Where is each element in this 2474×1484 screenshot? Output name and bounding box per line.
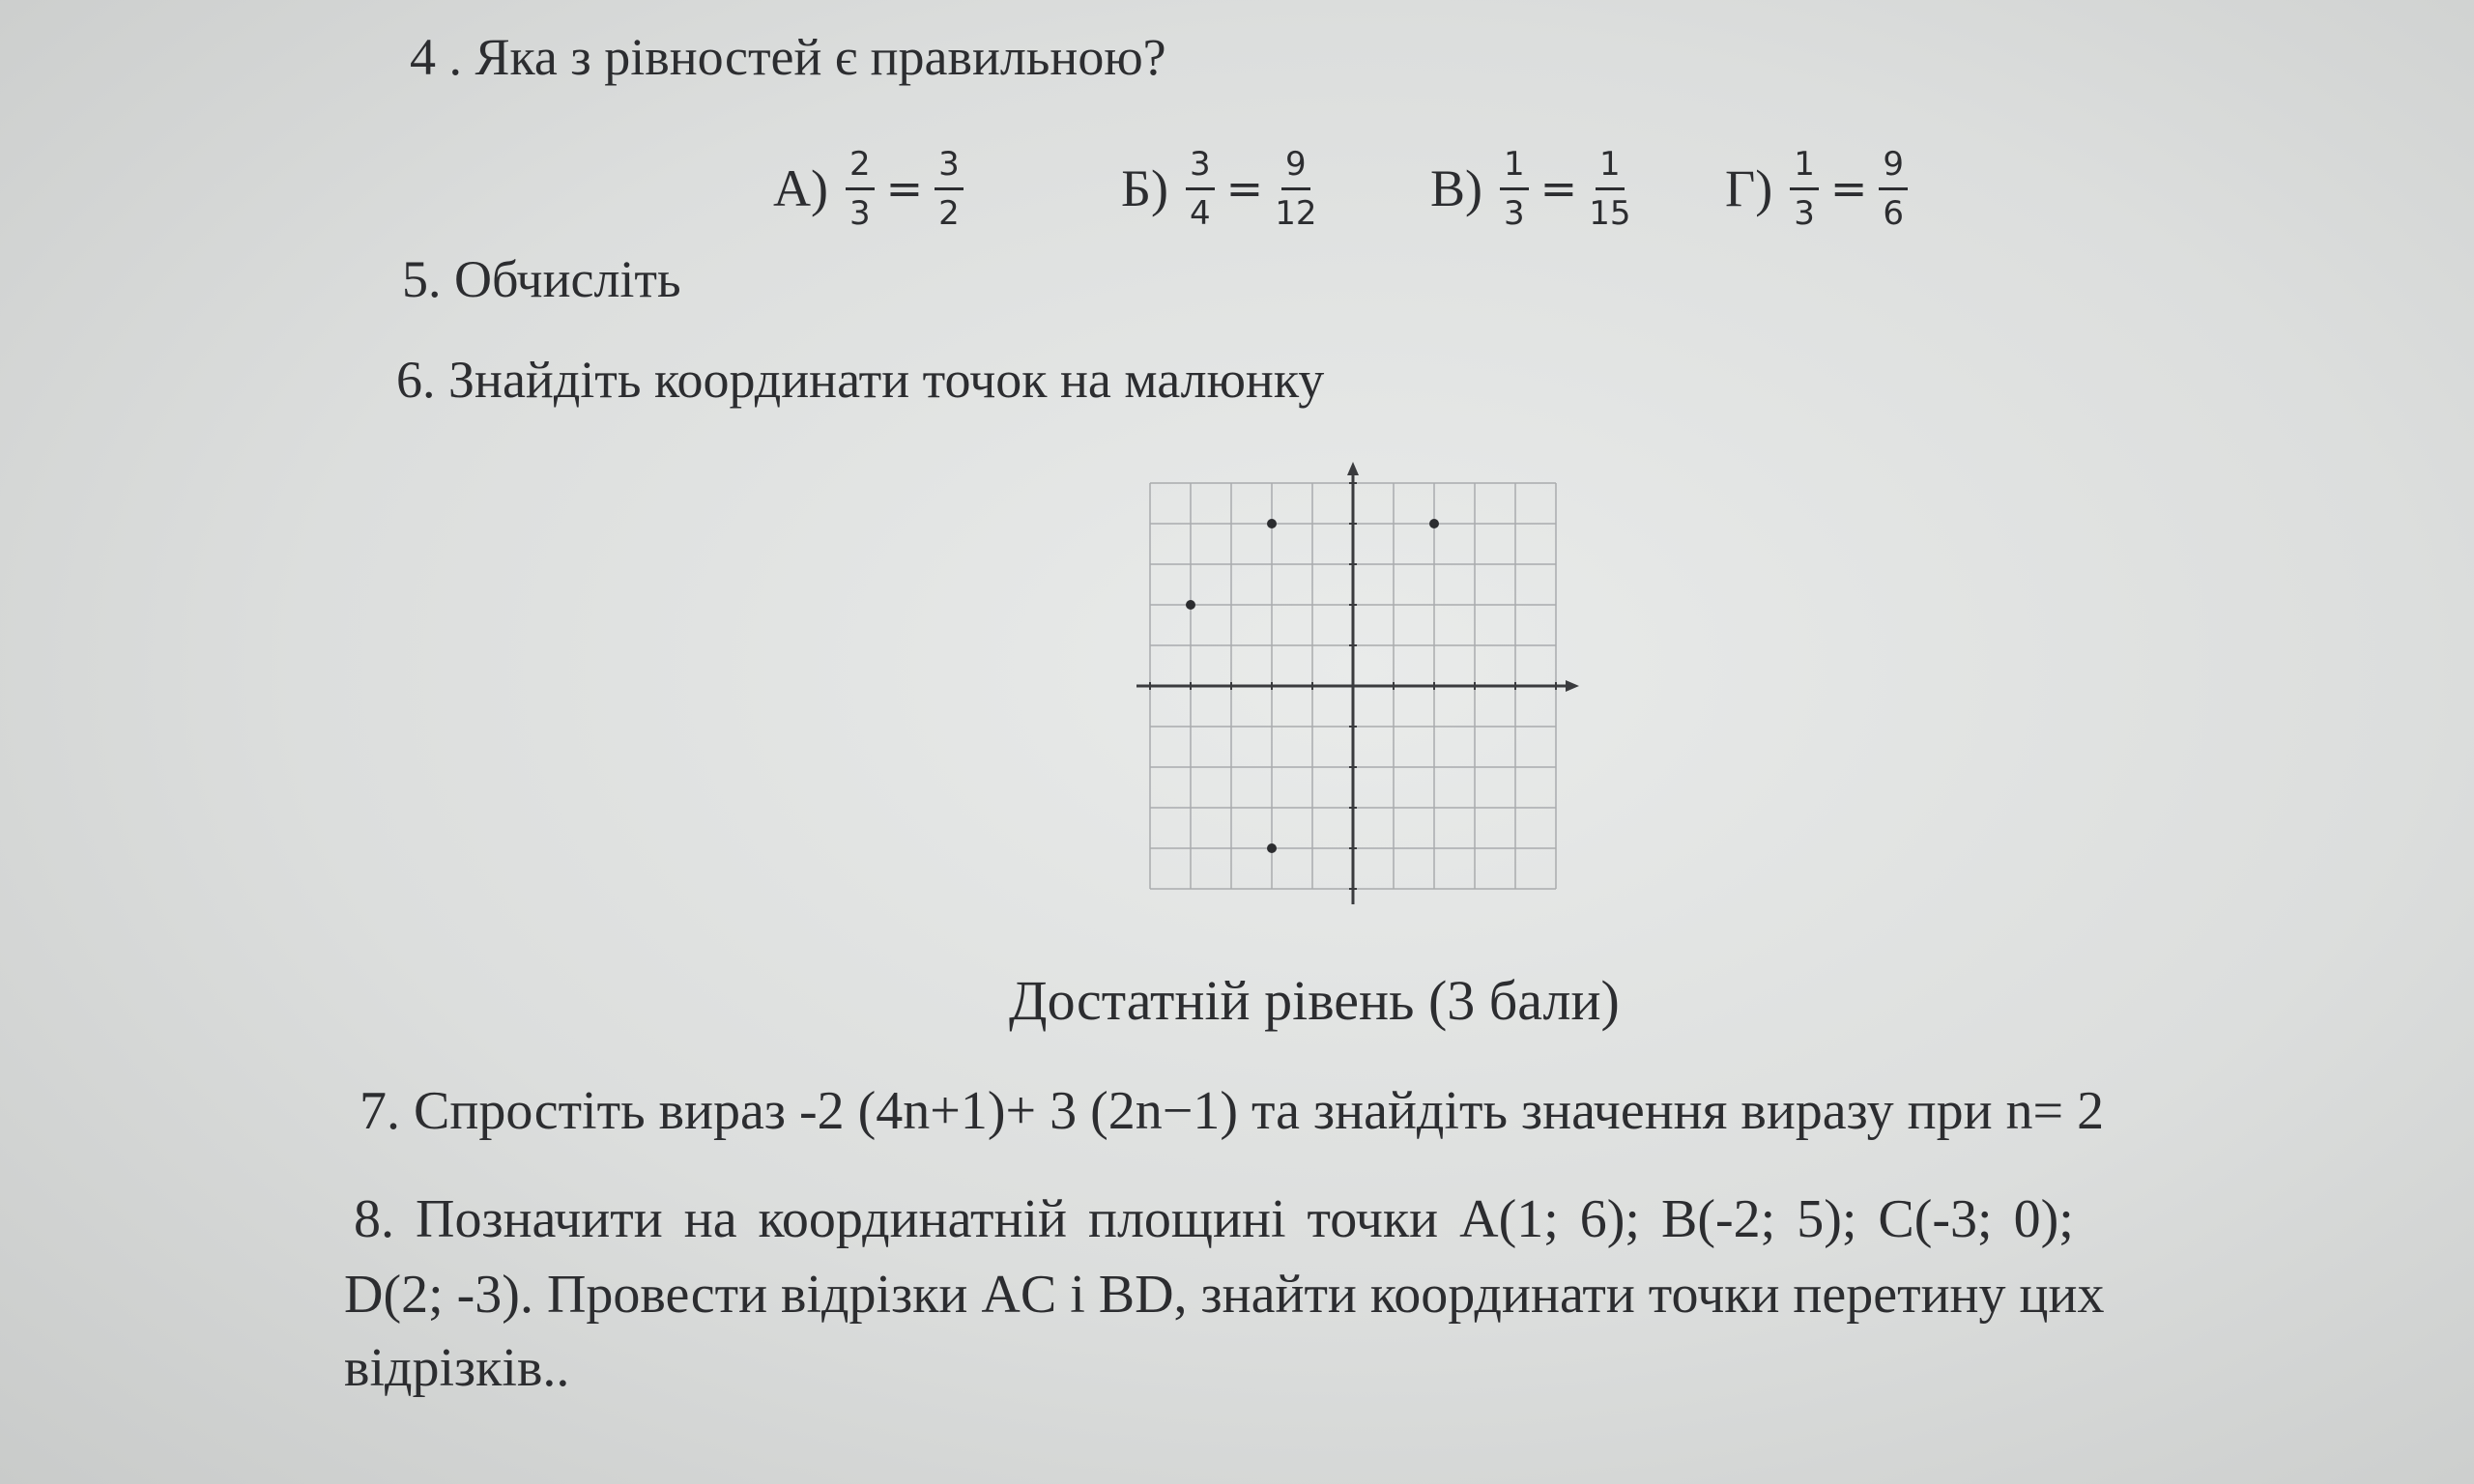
denominator: 3 [849,193,871,233]
fraction-right [1879,145,1908,233]
numerator: 1 [1790,145,1819,190]
numerator: 3 [935,145,964,190]
question-5-text: 5. Обчисліть [402,250,681,308]
numerator: 3 [1186,145,1215,190]
question-4-text: 4 . Яка з рівностей є правильною? [410,28,1166,86]
denominator: 3 [1794,193,1815,233]
option-h [1725,126,1908,251]
data-point [1267,843,1277,853]
question-8-line-3: відрізків.. [344,1338,570,1398]
equals-sign: = [885,162,924,214]
question-4-options [773,126,1952,251]
option-label: Г) [1725,159,1773,217]
numerator: 1 [1500,145,1529,190]
question-7-text: 7. Спростіть вираз -2 (4n+1)+ 3 (2n−1) та знайдіть значення виразу при n= 2 [360,1081,2105,1141]
equals-sign: = [1829,162,1868,214]
denominator: 6 [1883,193,1905,233]
option-label: А) [773,159,828,217]
numerator: 1 [1596,145,1625,190]
numerator: 9 [1879,145,1908,190]
data-point [1267,519,1277,528]
denominator: 12 [1275,193,1317,233]
question-8-line-2: D(2; -3). Провести відрізки AC і BD, знайти координати точки перетину цих [344,1265,2105,1325]
coordinate-plane [1121,454,1585,918]
equals-sign: = [1225,162,1264,214]
numerator: 2 [846,145,875,190]
fraction-right [1275,145,1316,233]
data-point [1186,600,1195,610]
fraction-right [1589,145,1630,233]
option-label: В) [1430,159,1482,217]
question-8-line-1: 8. Позначити на координатній площині точки A(1; 6); B(-2; 5); C(-3; 0); [354,1189,2074,1249]
data-point [1429,519,1439,528]
fraction-right [935,145,964,233]
equals-sign: = [1539,162,1578,214]
option-b [1121,126,1316,251]
fraction-left [1186,145,1215,233]
numerator: 9 [1281,145,1310,190]
option-v [1430,126,1630,251]
fraction-left [846,145,875,233]
denominator: 3 [1504,193,1525,233]
fraction-left [1790,145,1819,233]
denominator: 15 [1589,193,1631,233]
question-6-text: 6. Знайдіть координати точок на малюнку [396,351,1325,409]
denominator: 4 [1190,193,1211,233]
level-heading: Достатній рівень (3 бали) [1009,969,1620,1032]
option-a [773,126,964,251]
x-axis-arrow [1566,680,1579,692]
option-label: Б) [1121,159,1168,217]
denominator: 2 [938,193,960,233]
fraction-left [1500,145,1529,233]
y-axis-arrow [1347,462,1359,475]
